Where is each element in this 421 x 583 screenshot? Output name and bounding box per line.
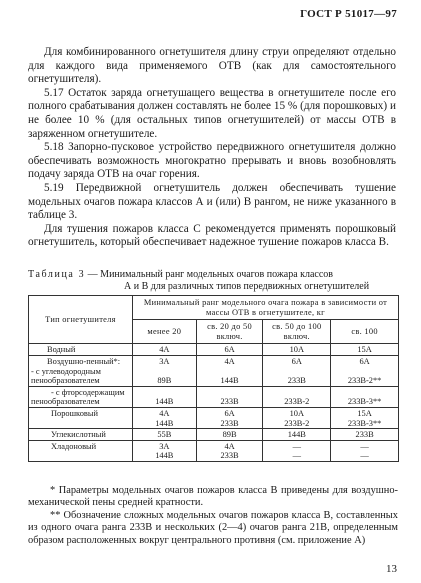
- table-caption: [28, 269, 398, 293]
- cell: 6А: [196, 344, 263, 356]
- paragraph: 5.19 Передвижной огнетушитель должен обеспечивать тушение модельных очагов пожара классов А и (или) В рангом, не ниже указанного в таблице 3.: [28, 181, 396, 222]
- cell: 233В-2: [263, 386, 331, 407]
- row-label: Углекислотный: [29, 429, 133, 441]
- fire-rank-table: [28, 295, 399, 462]
- cell: 6А 233В: [196, 407, 263, 428]
- cell: 4А 233В: [196, 440, 263, 461]
- cell: 10А 233В-2: [263, 407, 331, 428]
- header-mass-col: св. 50 до 100 включ.: [263, 320, 331, 344]
- header-mass-col: св. 100: [331, 320, 399, 344]
- table-row: [29, 407, 399, 428]
- cell: — —: [263, 440, 331, 461]
- row-label: Водный: [29, 344, 133, 356]
- cell: — —: [331, 440, 399, 461]
- cell: 89В: [196, 429, 263, 441]
- cell: 233В: [331, 429, 399, 441]
- row-label: Воздушно-пенный*: - с углеводородным пенообразователем: [29, 355, 133, 386]
- row-label: Порошковый: [29, 407, 133, 428]
- body-text: [28, 46, 396, 250]
- table-row: [29, 440, 399, 461]
- table-title-line1: — Минимальный ранг модельных очагов пожара классов: [85, 269, 334, 280]
- paragraph: 5.18 Запорно-пусковое устройство передвижного огнетушителя должно обеспечивать возможность многократно прерывать и вновь возобновлять подачу заряда ОТВ на очаг горения.: [28, 141, 396, 181]
- cell: 144В: [263, 429, 331, 441]
- cell: 6А 233В-2**: [331, 355, 399, 386]
- cell: 4А 144В: [132, 407, 196, 428]
- row-label: - с фторсодержащим пенообразователем: [29, 386, 133, 407]
- table-row: [29, 386, 399, 407]
- cell: 233В-3**: [331, 386, 399, 407]
- cell: 55В: [132, 429, 196, 441]
- cell: 3А 144В: [132, 440, 196, 461]
- footnote: ** Обозначение сложных модельных очагов пожаров класса В, составленных из одного очага ранга 233В и нескольких (2—4) очагов ранга 21В, определенным образом расположенных вокруг центрального противня (см. приложение А): [28, 509, 398, 546]
- table-label: Таблица 3: [28, 269, 86, 280]
- table-body: [29, 344, 399, 462]
- page-number: 13: [386, 563, 397, 575]
- table-row: [29, 344, 399, 356]
- paragraph: 5.17 Остаток заряда огнетушащего вещества в огнетушителе после его полного срабатывания должен составлять не более 15 % (для порошковых) и не более 10 % (для остальных типов огнетушителей) от массы ОТВ в заряженном огнетушителе.: [28, 86, 396, 140]
- cell: 4А: [132, 344, 196, 356]
- cell: 144В: [132, 386, 196, 407]
- paragraph: Для комбинированного огнетушителя длину струи определяют отдельно для каждого вида применяемого ОТВ (как для самостоятельного огнетушителя).: [28, 46, 396, 86]
- table-row: [29, 429, 399, 441]
- paragraph: Для тушения пожаров класса С рекомендуется применять порошковый огнетушитель, который обеспечивает надежное тушение пожаров класса В.: [28, 222, 396, 249]
- table-title-line2: А и В для различных типов передвижных огнетушителей: [124, 281, 370, 292]
- cell: 233В: [196, 386, 263, 407]
- document-header: ГОСТ Р 51017—97: [300, 8, 397, 20]
- cell: 15А: [331, 344, 399, 356]
- cell: 6А 233В: [263, 355, 331, 386]
- header-mass-col: менее 20: [132, 320, 196, 344]
- cell: 10А: [263, 344, 331, 356]
- header-type: Тип огнетушителя: [29, 296, 133, 344]
- table-row: [29, 355, 399, 386]
- header-group: Минимальный ранг модельного очага пожара в зависимости от массы ОТВ в огнетушителе, кг: [132, 296, 398, 320]
- row-label: Хладоновый: [29, 440, 133, 461]
- footnote: * Параметры модельных очагов пожаров класса В приведены для воздушно-механической пены средней кратности.: [28, 485, 398, 509]
- cell: 15А 233В-3**: [331, 407, 399, 428]
- cell: 3А 89В: [132, 355, 196, 386]
- header-mass-col: св. 20 до 50 включ.: [196, 320, 263, 344]
- cell: 4А 144В: [196, 355, 263, 386]
- footnotes: [28, 485, 398, 547]
